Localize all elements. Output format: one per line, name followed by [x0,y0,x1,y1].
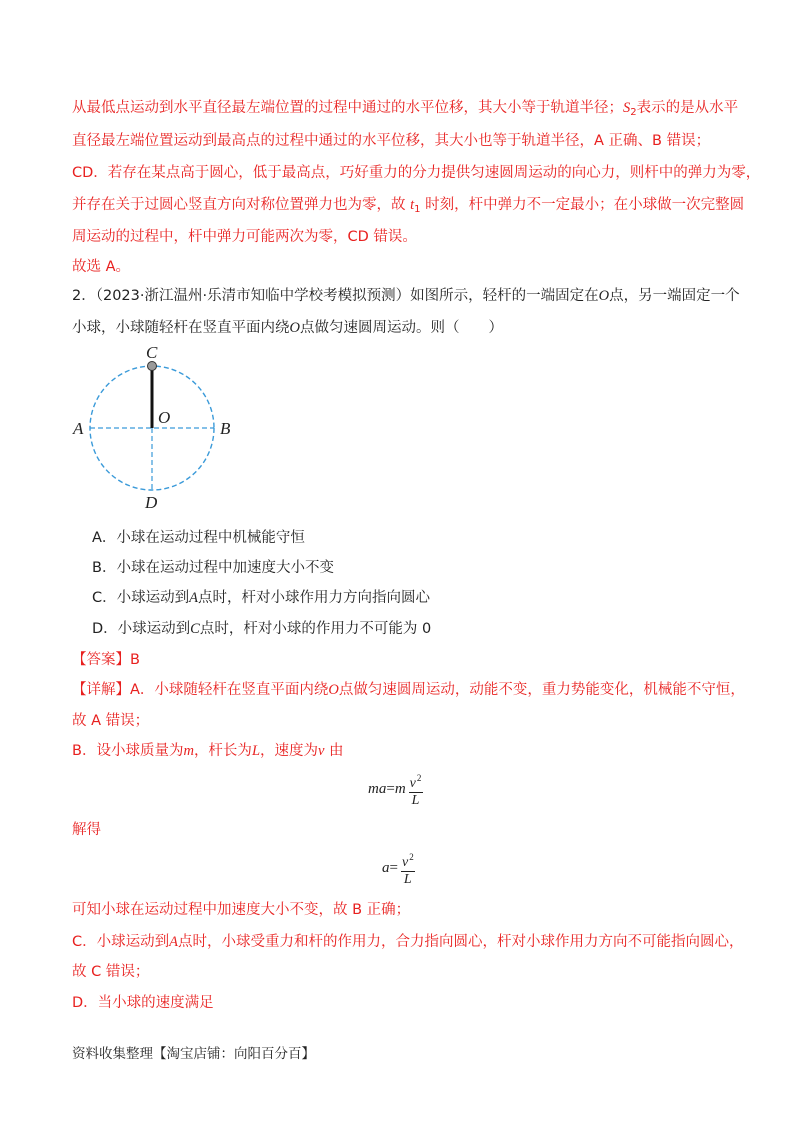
text: 点做匀速圆周运动，动能不变，重力势能变化，机械能不守恒， [338,682,745,698]
text: 时刻，杆中弹力不一定最小；在小球做一次完整圆 [420,197,745,213]
var-m: m [183,743,194,759]
text: 并存在关于过圆心竖直方向对称位置弹力也为零，故 [72,197,411,213]
text: C．小球运动到 [92,590,190,606]
var-C: C [190,621,200,637]
formula-acceleration [382,849,416,888]
subscript: 2 [630,107,637,118]
text: 表示的是从水平 [636,100,739,116]
text: C．小球运动到 [72,934,170,950]
var-t: t [410,197,415,213]
text: 2．（2023·浙江温州·乐清市知临中学校考模拟预测）如图所示，轻杆的一端固定在 [72,288,599,304]
text: 点，另一端固定一个 [609,288,740,304]
formula-lhs: ma [368,781,387,797]
var-O: O [598,288,610,304]
denominator: L [403,872,412,887]
label-D: D [145,493,158,512]
label-A: A [73,419,84,438]
text: ，速度为 [260,743,319,759]
text: 由 [324,743,344,759]
formula-centripetal [368,770,423,809]
numerator: $v^2$ [409,773,422,791]
explanation-line-1 [72,98,738,123]
answer-choice-line: 故选 A。 [72,259,131,275]
answer-line: 【答案】B [72,652,140,668]
text: 点时，杆对小球的作用力不可能为 0 [199,621,432,637]
detail-line-1 [72,680,745,700]
text: 小球，小球随轻杆在竖直平面内绕 [72,320,290,336]
text: D．小球运动到 [92,621,191,637]
text: 【详解】A．小球随轻杆在竖直平面内绕 [72,682,329,698]
explanation-line-5: 周运动的过程中，杆中弹力可能两次为零，CD 错误。 [72,229,417,245]
detail-line-3 [72,741,344,761]
circular-motion-diagram [70,336,250,516]
numerator: $v^2$ [401,852,414,870]
explanation-line-4 [72,195,744,220]
explanation-line-2: 直径最左端位置运动到最高点的过程中通过的水平位移，其大小也等于轨道半径，A 正确、B 错误； [72,133,711,149]
page-footer: 资料收集整理【淘宝店铺：向阳百分百】 [72,1046,315,1062]
text: 点时，小球受重力和杆的作用力，合力指向圆心，杆对小球作用力方向不可能指向圆心， [177,934,744,950]
label-O: O [158,408,171,427]
var-O: O [289,320,300,336]
explanation-line-3: CD．若存在某点高于圆心，低于最高点，巧好重力的分力提供匀速圆周运动的向心力，则杆中的弹力为零， [72,165,761,181]
text: 从最低点运动到水平直径最左端位置的过程中通过的水平位移，其大小等于轨道半径； [72,100,623,116]
detail-line-2: 故 A 错误； [72,713,150,729]
subscript: 1 [414,204,421,215]
text: 点时，杆对小球作用力方向指向圆心 [197,590,430,606]
var-A: A [189,590,198,606]
var-O: O [328,682,339,698]
detail-line-5 [72,932,743,952]
equals-sign: = [389,860,398,876]
text: B．设小球质量为 [72,743,184,759]
text: 点做匀速圆周运动。则（ ） [299,320,503,336]
option-c [92,588,430,608]
ball [148,362,157,371]
fraction [400,849,416,888]
var-v: v [318,743,325,759]
var-s: S [623,100,631,116]
question-2-line-2 [72,318,503,338]
fraction [408,770,424,809]
detail-line-7: D．当小球的速度满足 [72,995,214,1011]
equals-sign: = [386,781,395,797]
formula-lhs: a [382,860,390,876]
option-a: A．小球在运动过程中机械能守恒 [92,530,305,546]
option-b: B．小球在运动过程中加速度大小不变 [92,560,334,576]
option-d [92,619,431,639]
label-B: B [220,419,231,438]
var-L: L [251,743,261,759]
question-2-line-1 [72,286,740,306]
text: ，杆长为 [193,743,252,759]
detail-line-4: 可知小球在运动过程中加速度大小不变，故 B 正确； [72,902,411,918]
formula-mass: m [394,781,406,797]
solve-label: 解得 [72,822,101,838]
denominator: L [411,793,420,808]
detail-line-6: 故 C 错误； [72,964,150,980]
var-A: A [169,934,178,950]
label-C: C [146,343,158,362]
